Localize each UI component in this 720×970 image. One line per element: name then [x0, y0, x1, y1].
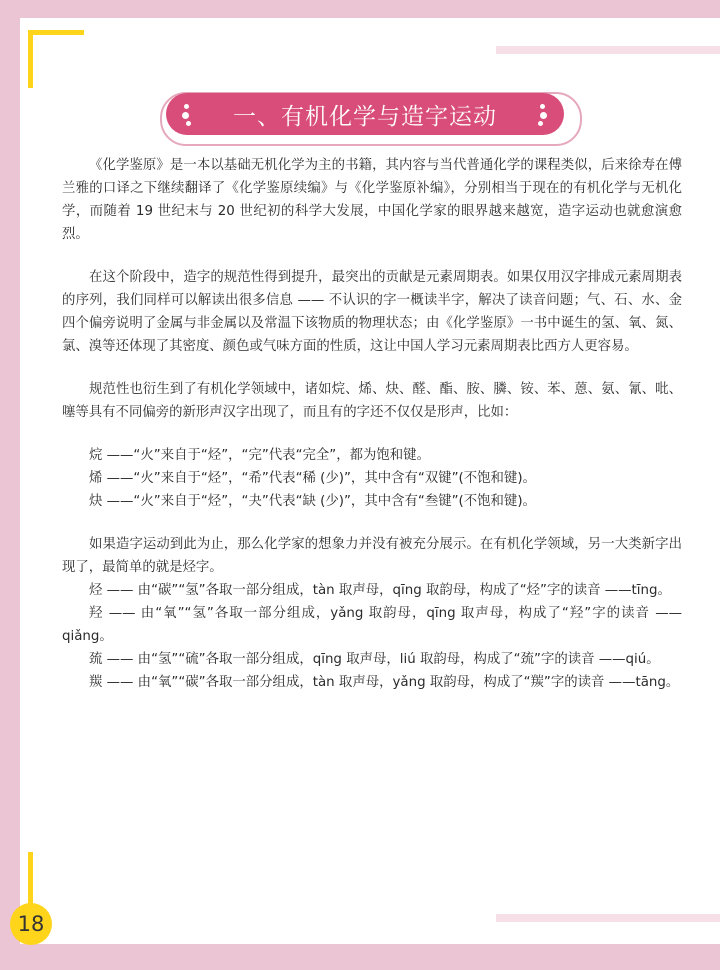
decorative-bar-top	[496, 46, 720, 54]
paragraph-intro: 《化学鉴原》是一本以基础无机化学为主的书籍，其内容与当代普通化学的课程类似，后来徐寿在傅兰雅的口译之下继续翻译了《化学鉴原续编》与《化学鉴原补编》，分别相当于现在的有机化学与无机化学，而随着 19 世纪末与 20 世纪初的科学大发展，中国化学家的眼界越来越宽，造字运动也就愈演愈烈。	[62, 158, 682, 242]
example-alkene: 烯 ——“火”来自于“烃”，“希”代表“稀 (少)”，其中含有“双键”(不饱和键)。	[89, 471, 536, 486]
paragraph-new-characters: 如果造字运动到此为止，那么化学家的想象力并没有被充分展示。在有机化学领域，另一大类新字出现了，最简单的就是烃字。	[62, 537, 682, 575]
corner-accent-top-vertical	[28, 30, 33, 88]
decorative-dots-left	[182, 93, 202, 135]
paragraph-periodic-table: 在这个阶段中，造字的规范性得到提升，最突出的贡献是元素周期表。如果仅用汉字排成元素周期表的序列，我们同样可以解读出很多信息 —— 不认识的字一概读半字，解决了读音问题；气、石、水、金四个偏旁说明了金属与非金属以及常温下该物质的物理状态；由《化学鉴原》一书中诞生的氢、氧、氮、氯、溴等还体现了其密度、颜色或气味方面的性质，这让中国人学习元素周期表比西方人更容易。	[62, 270, 682, 354]
corner-accent-top-horizontal	[28, 30, 84, 35]
paragraph-qiu: 巯 —— 由“氢”“硫”各取一部分组成，qīng 取声母，liú 取韵母，构成了“巯”字的读音 ——qiú。	[89, 652, 660, 667]
page-number-badge	[10, 903, 52, 945]
paragraph-ting: 烃 —— 由“碳”“氢”各取一部分组成，tàn 取声母，qīng 取韵母，构成了“烃”字的读音 ——tīng。	[89, 583, 671, 598]
paragraph-tang: 羰 —— 由“氧”“碳”各取一部分组成，tàn 取声母，yǎng 取韵母，构成了“羰”字的读音 ——tāng。	[89, 675, 680, 690]
decorative-dots-right	[528, 93, 548, 135]
section-title-banner	[166, 93, 564, 135]
example-alkyne: 炔 ——“火”来自于“烃”，“夬”代表“缺 (少)”，其中含有“叁键”(不饱和键)。	[89, 494, 536, 509]
paragraph-qiang: 羟 —— 由“氧”“氢”各取一部分组成，yǎng 取韵母，qīng 取声母，构成了“羟”字的读音 ——qiǎng。	[62, 606, 682, 644]
page-number: 18	[17, 912, 45, 936]
paragraph-organic-chemistry: 规范性也衍生到了有机化学领域中，诸如烷、烯、炔、醛、酯、胺、膦、铵、苯、蒽、氨、氰、吡、噻等具有不同偏旁的新形声汉字出现了，而且有的字还不仅仅是形声，比如：	[62, 382, 682, 420]
example-alkane: 烷 ——“火”来自于“烃”，“完”代表“完全”，都为饱和键。	[89, 448, 430, 463]
section-title: 一、有机化学与造字运动	[233, 103, 497, 130]
decorative-bar-bottom	[496, 914, 720, 922]
article-body	[62, 154, 682, 694]
